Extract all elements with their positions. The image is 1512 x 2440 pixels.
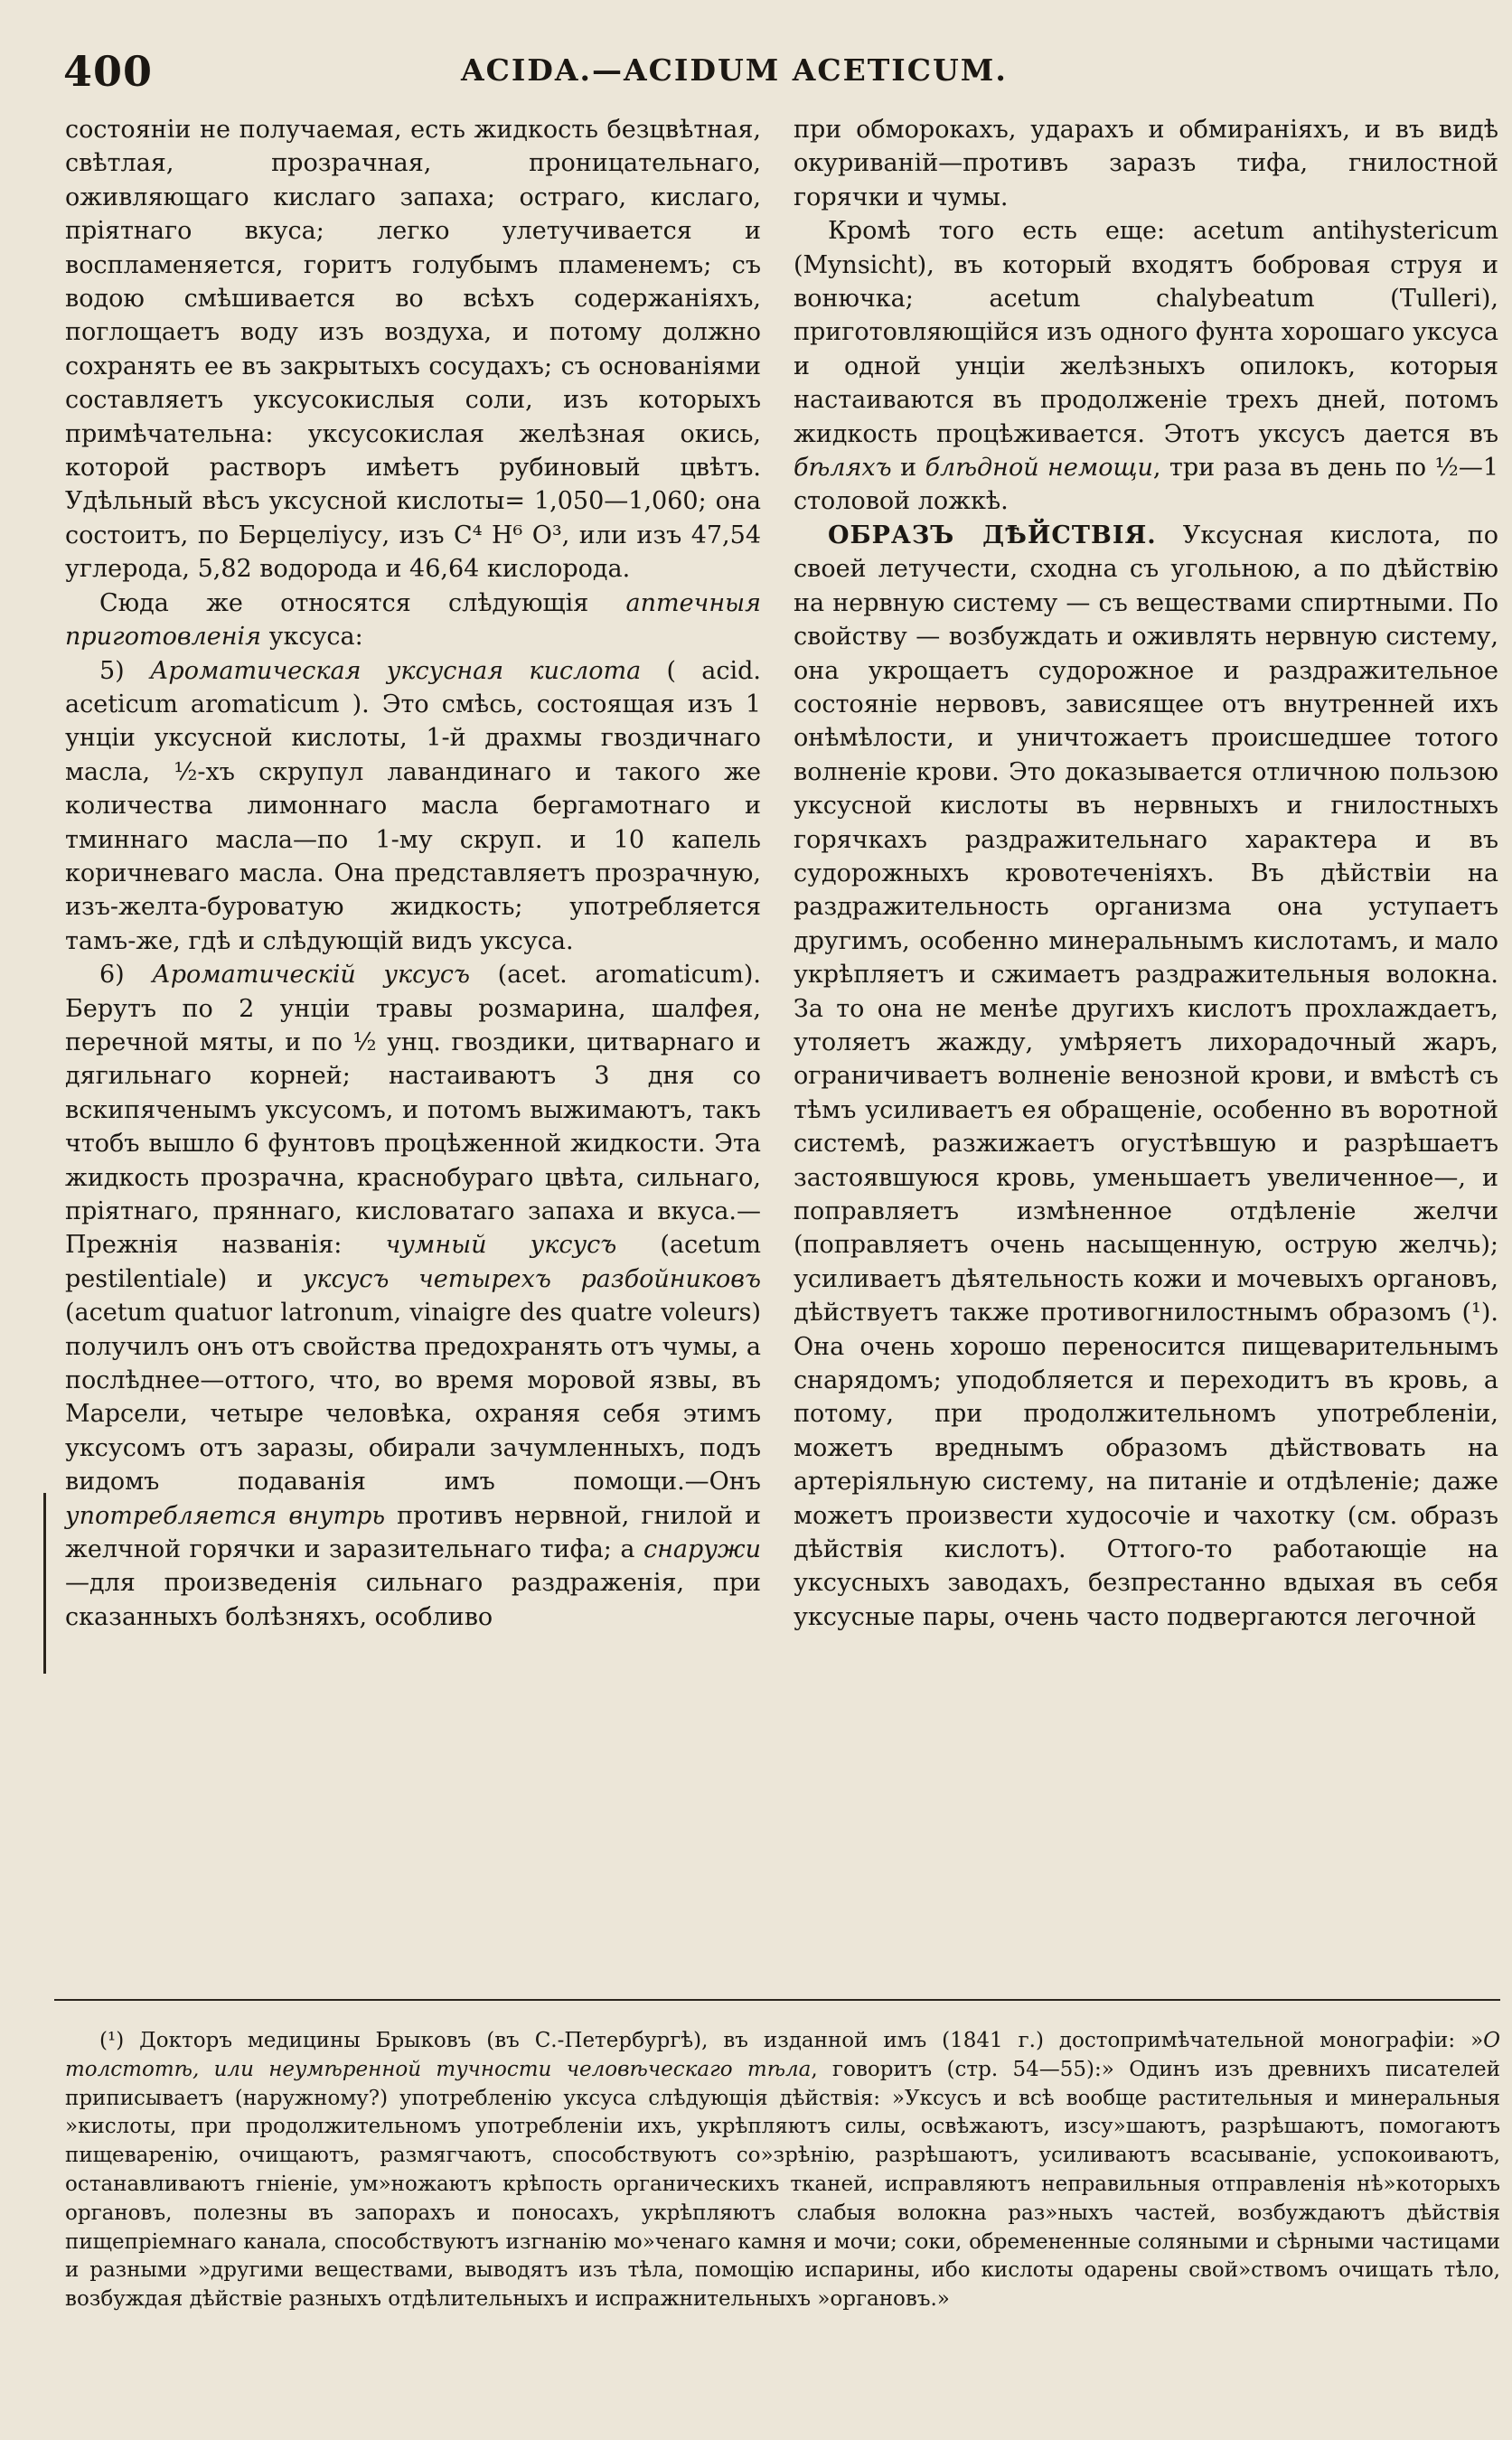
italic-term: бѣляхъ	[794, 454, 892, 483]
italic-term: аптечныя приготовленiя	[65, 588, 761, 652]
page-number: 400	[63, 47, 154, 96]
italic-term: блѣдной немощи	[925, 454, 1153, 483]
italic-term: уксусъ четырехъ разбойниковъ	[302, 1264, 762, 1293]
paragraph: состоянiи не получаемая, есть жидкость безцвѣтная, свѣтлая, прозрачная, проницательнаго, оживляющаго кислаго запаха; остраго, кислаго, прiятнаго вкуса; легко улетучивается и воспламеняется, горитъ голубымъ пламенемъ; съ водою смѣшивается во всѣхъ содержанiяхъ, поглощаетъ воду изъ воздуха, и потому должно сохранять ее въ закрытыхъ сосудахъ; съ основанiями составляетъ уксусокислыя соли, изъ которыхъ примѣчательна: уксусокислая желѣзная окись, которой растворъ имѣетъ рубиновый цвѣтъ. Удѣльный вѣсъ уксусной кислоты= 1,050—1,060; она состоитъ, по Берцелiусу, изъ C⁴ H⁶ O³, или изъ 47,54 углерода, 5,82 водорода и 46,64 кислорода.	[65, 116, 761, 584]
left-column	[65, 113, 761, 1634]
paragraph: Кромѣ того есть еще: acetum antihystericum (Mynsicht), въ который входятъ бобровая струя и вонючка; acetum chalybeatum (Tulleri), приготовляющiйся изъ одного фунта хорошаго уксуса и одной унцiи желѣзныхъ опилокъ, которыя настаиваются въ продолженiе трехъ дней, потомъ жидкость процѣживается. Этотъ уксусъ дается въ бѣляхъ и блѣдной немощи, три раза въ день по ½—1 столовой ложкѣ.	[794, 217, 1498, 516]
footnote-text: (¹) Докторъ медицины Брыковъ (въ С.-Петербургѣ), въ изданной имъ (1841 г.) достопримѣчательной монографiи: »О толстотѣ, или неумѣренной тучности человѣческаго тѣла, говоритъ (стр. 54—55):» Одинъ изъ древнихъ писателей приписываетъ (наружному?) употребленiю уксуса слѣдующiя дѣйствiя: »Уксусъ и всѣ вообще растительныя и минеральныя »кислоты, при продолжительномъ употребленiи ихъ, укрѣпляютъ силы, освѣжаютъ, изсу»шаютъ, разрѣшаютъ, помогаютъ пищеваренiю, очищаютъ, размягчаютъ, способствуютъ со»зрѣнiю, разрѣшаютъ, усиливаютъ всасыванiе, успокоиваютъ, останавливаютъ гнiенiе, ум»ножаютъ крѣпость органическихъ тканей, исправляютъ неправильныя отправленiя нѣ»которыхъ органовъ, полезны въ запорахъ и поносахъ, укрѣпляютъ слабыя волокна раз»ныхъ частей, возбуждаютъ дѣйствiя пищепрiемнаго канала, способствуютъ изгнанiю мо»ченаго камня и мочи; соки, обремененные соляными и сѣрными частицами и разными »другими веществами, выводятъ изъ тѣла, помощiю испарины, ибо кислоты одарены свой»ствомъ очищать тѣло, возбуждая дѣйствiе разныхъ отдѣлительныхъ и испражнительныхъ »органовъ.»	[65, 2029, 1500, 2312]
italic-term: Ароматическiй уксусъ	[152, 961, 471, 990]
italic-term: снаружи	[643, 1535, 761, 1564]
italic-term: Ароматическая уксусная кислота	[149, 656, 642, 685]
section-heading: ОБРАЗЪ ДѢЙСТВIЯ.	[828, 521, 1157, 549]
paragraph: Сюда же относятся слѣдующiя аптечныя приготовленiя уксуса:	[65, 588, 761, 652]
right-column	[794, 113, 1498, 1634]
footnote-divider	[54, 1999, 1500, 2001]
paragraph: ОБРАЗЪ ДѢЙСТВIЯ. Уксусная кислота, по своей летучести, сходна съ угольною, а по дѣйствiю на нервную систему — съ веществами спиртными. По свойству — возбуждать и оживлять нервную систему, она укрощаетъ судорожное и раздражительное состоянiе нервовъ, зависящее отъ внутренней ихъ онѣмѣлости, и уничтожаетъ происшедшее тотого волненiе крови. Это доказывается отличною пользою уксусной кислоты въ нервныхъ и гнилостныхъ горячкахъ раздражительнаго характера и въ судорожныхъ кровотеченiяхъ. Въ дѣйствiи на раздражительность организма она уступаетъ другимъ, особенно минеральнымъ кислотамъ, и мало укрѣпляетъ и сжимаетъ раздражительныя волокна. За то она не менѣе другихъ кислотъ прохлаждаетъ, утоляетъ жажду, умѣряетъ лихорадочный жаръ, ограничиваетъ волненiе венозной крови, и вмѣстѣ съ тѣмъ усиливаетъ ея обращенiе, особенно въ воротной системѣ, разжижаетъ огустѣвшую и разрѣшаетъ застоявшуюся кровь, уменьшаетъ увеличенное—, и поправляетъ измѣненное отдѣленiе желчи (поправляетъ очень насыщенную, острую желчь); усиливаетъ дѣятельность кожи и мочевыхъ органовъ, дѣйствуетъ также противогнилостнымъ образомъ (¹). Она очень хорошо переносится пищеварительнымъ снарядомъ; уподобляется и переходитъ въ кровь, а потому, при продолжительномъ употребленiи, можетъ вреднымъ образомъ дѣйствовать на артерiяльную систему, на питанiе и отдѣленiе; даже можетъ произвести худосочiе и чахотку (см. образъ дѣйствiя кислотъ). Оттого-то работающiе на уксусныхъ заводахъ, безпрестанно вдыхая въ себя уксусные пары, очень часто подвергаются легочной	[794, 521, 1498, 1631]
footnote	[65, 2027, 1500, 2314]
margin-pencil-mark	[43, 1493, 52, 1674]
list-item: 6) Ароматическiй уксусъ (acet. aromaticum). Берутъ по 2 унцiи травы розмарина, шалфея, перечной мяты, и по ½ унц. гвоздики, цитварнаго и дягильнаго корней; настаиваютъ 3 дня со вскипяченымъ уксусомъ, и потомъ выжимаютъ, такъ чтобъ вышло 6 фунтовъ процѣженной жидкости. Эта жидкость прозрачна, краснобураго цвѣта, сильнаго, прiятнаго, пряннаго, кисловатаго запаха и вкуса.—Прежнiя названiя: чумный уксусъ (acetum pestilentiale) и уксусъ четырехъ разбойниковъ (acetum quatuor latronum, vinaigre des quatre voleurs) получилъ онъ отъ свойства предохранять отъ чумы, а послѣднее—оттого, что, во время моровой язвы, въ Марсели, четыре человѣка, охраняя себя этимъ уксусомъ отъ заразы, обирали зачумленныхъ, подъ видомъ подаванiя имъ помощи.—Онъ употребляется внутрь противъ нервной, гнилой и желчной горячки и заразительнаго тифа; а снаружи—для произведенiя сильнаго раздраженiя, при сказанныхъ болѣзняхъ, особливо	[65, 961, 762, 1631]
italic-term: употребляется внутрь	[65, 1501, 386, 1530]
running-head: ACIDA.—ACIDUM ACETICUM.	[461, 52, 1008, 88]
italic-term: чумный уксусъ	[385, 1231, 617, 1260]
paragraph: при обморокахъ, ударахъ и обмиранiяхъ, и въ видѣ окуриванiй—противъ заразъ тифа, гнилостной горячки и чумы.	[794, 116, 1498, 211]
italic-term: О толстотѣ, или неумѣренной тучности человѣческаго тѣла	[65, 2029, 1500, 2081]
list-item: 5) Ароматическая уксусная кислота ( acid. aceticum aromaticum ). Это смѣсь, состоящая изъ 1 унцiи уксусной кислоты, 1-й драхмы гвоздичнаго масла, ½-хъ скрупул лавандинаго и такого же количества лимоннаго масла бергамотнаго и тминнаго масла—по 1-му скруп. и 10 капель коричневаго масла. Она представляетъ прозрачную, изъ-желта-буроватую жидкость; употребляется тамъ-же, гдѣ и слѣдующiй видъ уксуса.	[65, 656, 762, 955]
